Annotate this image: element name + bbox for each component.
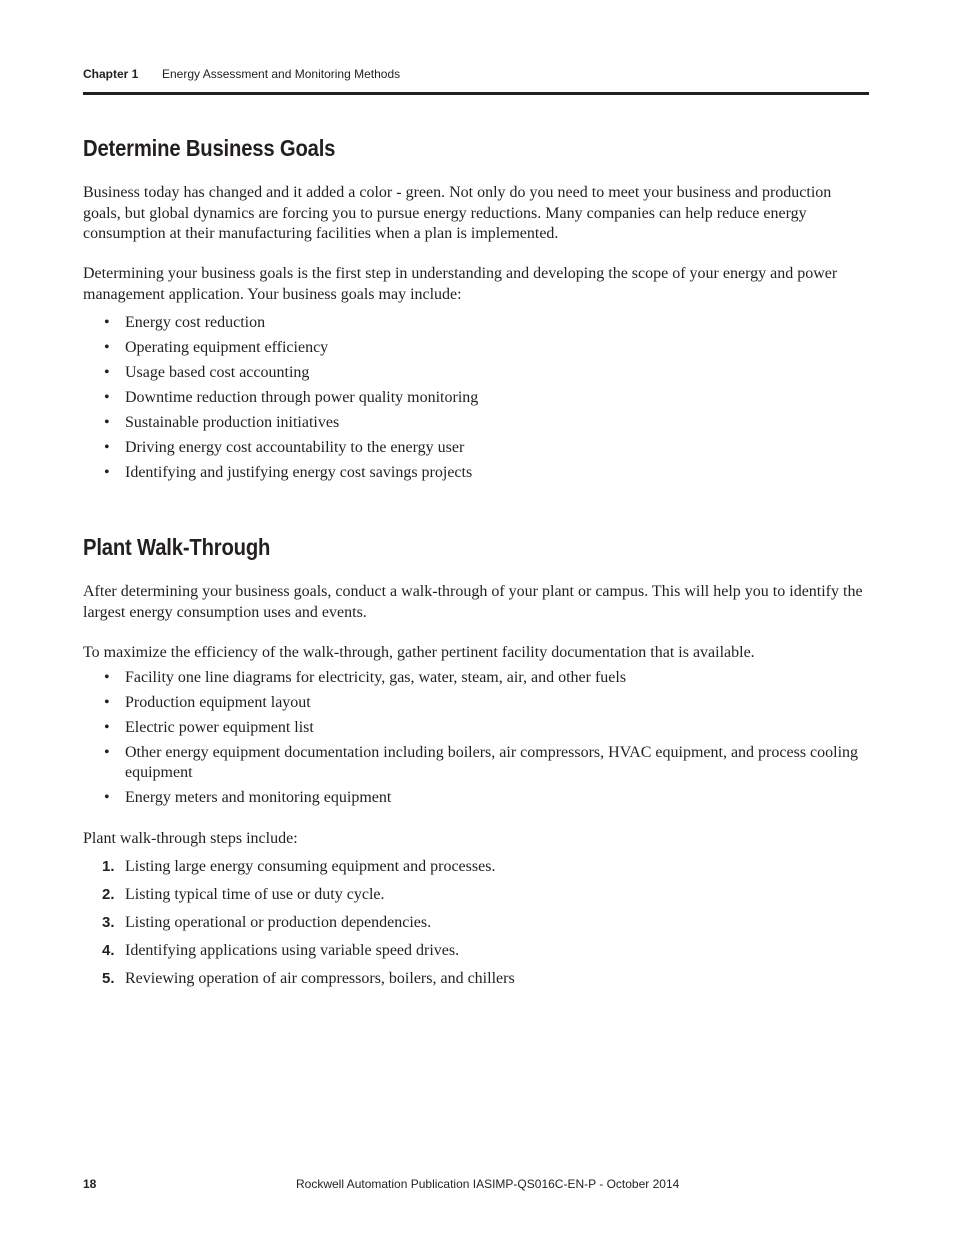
list-item: • Facility one line diagrams for electricity, gas, water, steam, air, and other fuels — [104, 669, 627, 686]
bullet-icon: • — [104, 414, 110, 431]
step-number: 5. — [102, 970, 115, 987]
list-item: • Production equipment layout — [104, 694, 311, 711]
walk-through-steps-lead: Plant walk-through steps include: — [83, 830, 298, 847]
bullet-icon: • — [104, 789, 110, 806]
list-item: • Sustainable production initiatives — [104, 414, 340, 431]
list-item: 4. Identifying applications using variable speed drives. — [102, 942, 460, 959]
documentation-list — [83, 668, 869, 813]
bullet-icon: • — [104, 389, 110, 406]
bullet-icon: • — [104, 694, 110, 711]
business-goals-list — [83, 313, 869, 488]
bullet-icon: • — [104, 339, 110, 356]
page-number: 18 — [83, 1177, 97, 1191]
bullet-icon: • — [104, 439, 110, 456]
chapter-title: Energy Assessment and Monitoring Methods — [162, 67, 401, 81]
list-item: • Usage based cost accounting — [104, 364, 310, 381]
list-item: • Operating equipment efficiency — [104, 339, 329, 356]
list-item: 1. Listing large energy consuming equipment and processes. — [102, 858, 496, 875]
list-item: • Other energy equipment documentation including boilers, air compressors, HVAC equipment, and process cooling equipment — [104, 744, 859, 781]
business-goals-lead: Determining your business goals is the first step in understanding and developing the scope of your energy and power management application. Your business goals may include: — [83, 265, 838, 303]
list-item: • Identifying and justifying energy cost savings projects — [104, 464, 473, 481]
walk-through-steps-list — [83, 857, 869, 997]
bullet-icon: • — [104, 464, 110, 481]
list-item: 2. Listing typical time of use or duty cycle. — [102, 886, 385, 903]
bullet-icon: • — [104, 669, 110, 686]
step-number: 1. — [102, 858, 115, 875]
step-number: 3. — [102, 914, 115, 931]
business-goals-intro: Business today has changed and it added a color - green. Not only do you need to meet your business and production goals, but global dynamics are forcing you to pursue energy reductions. Many companies can help reduce energy consumption at their manufacturing facilities when a plan is implemented. — [83, 184, 832, 242]
bullet-icon: • — [104, 314, 110, 331]
list-item: 5. Reviewing operation of air compressors, boilers, and chillers — [102, 970, 515, 987]
list-item: • Energy meters and monitoring equipment — [104, 789, 392, 806]
list-item: • Electric power equipment list — [104, 719, 314, 736]
list-item: • Downtime reduction through power quality monitoring — [104, 389, 479, 406]
bullet-icon: • — [104, 719, 110, 736]
chapter-label: Chapter 1 — [83, 67, 139, 81]
list-item: • Driving energy cost accountability to the energy user — [104, 439, 465, 456]
step-number: 4. — [102, 942, 115, 959]
section-heading-business-goals: Determine Business Goals — [83, 135, 336, 161]
publication-info: Rockwell Automation Publication IASIMP-QS016C-EN-P - October 2014 — [296, 1177, 680, 1191]
bullet-icon: • — [104, 744, 110, 761]
section-heading-plant-walk-through: Plant Walk-Through — [83, 534, 271, 560]
list-item: • Energy cost reduction — [104, 314, 266, 331]
walk-through-documentation-lead: To maximize the efficiency of the walk-through, gather pertinent facility documentation that is available. — [83, 644, 755, 661]
page-header — [83, 66, 869, 95]
bullet-icon: • — [104, 364, 110, 381]
list-item: 3. Listing operational or production dependencies. — [102, 914, 432, 931]
step-number: 2. — [102, 886, 115, 903]
walk-through-intro: After determining your business goals, conduct a walk-through of your plant or campus. This will help you to identify the largest energy consumption uses and events. — [83, 583, 863, 621]
